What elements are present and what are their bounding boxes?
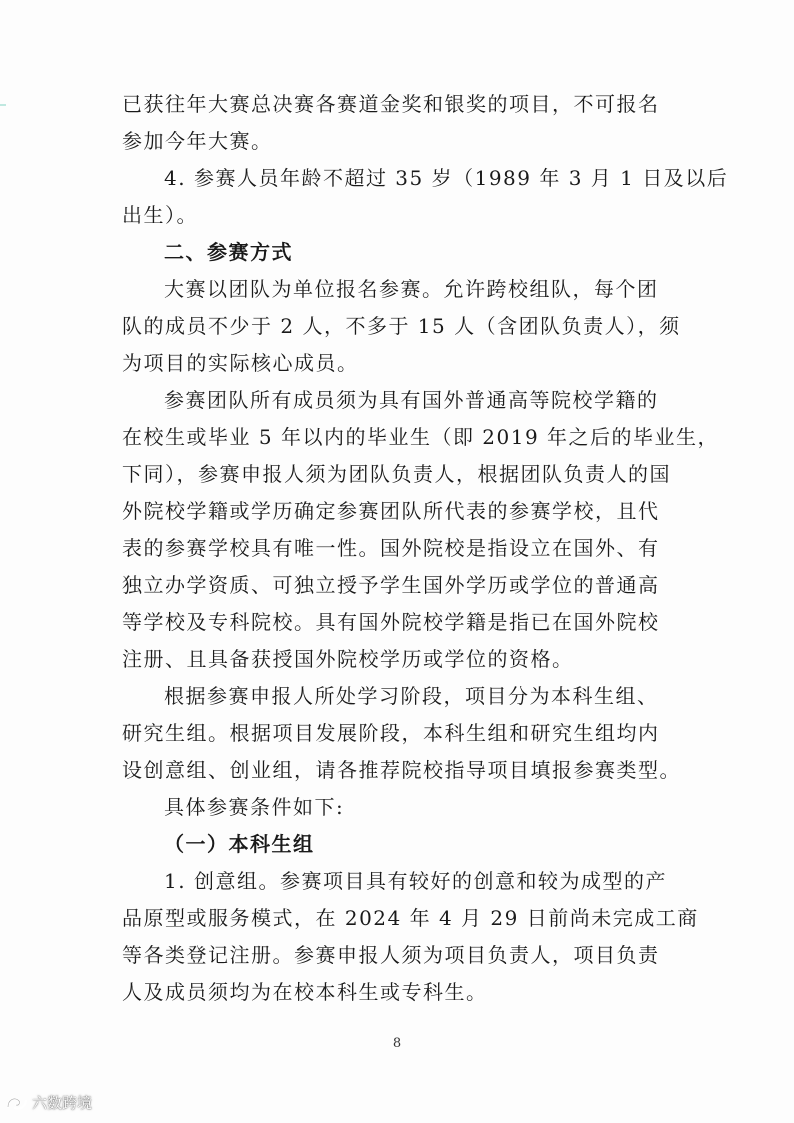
watermark	[6, 1092, 92, 1113]
text-line: 等各类登记注册。参赛申报人须为项目负责人，项目负责	[122, 943, 660, 967]
section-heading: 二、参赛方式	[164, 240, 293, 264]
watermark-logo-icon	[6, 1094, 28, 1112]
watermark-text: 六数跨境	[32, 1094, 93, 1112]
text-line: 等学校及专科院校。具有国外院校学籍是指已在国外院校	[122, 610, 660, 634]
text-line: 品原型或服务模式，在 2024 年 4 月 29 日前尚未完成工商	[122, 906, 699, 930]
text-line: 下同），参赛申报人须为团队负责人，根据团队负责人的国	[122, 462, 671, 486]
document-body	[122, 86, 729, 1011]
text-line: 出生）。	[122, 203, 198, 227]
text-line: 参加今年大赛。	[122, 129, 273, 153]
text-line: 为项目的实际核心成员。	[122, 351, 359, 375]
text-line: 表的参赛学校具有唯一性。国外院校是指设立在国外、有	[122, 536, 660, 560]
text-line: 设创意组、创业组，请各推荐院校指导项目填报参赛类型。	[122, 758, 681, 782]
text-line: 具体参赛条件如下:	[164, 795, 345, 819]
text-line: 外院校学籍或学历确定参赛团队所代表的参赛学校，且代	[122, 499, 660, 523]
text-line: 队的成员不少于 2 人，不多于 15 人（含团队负责人），须	[122, 314, 681, 338]
text-line: 参赛团队所有成员须为具有国外普通高等院校学籍的	[164, 388, 659, 412]
text-line: 注册、且具备获授国外院校学历或学位的资格。	[122, 647, 574, 671]
text-line: 4. 参赛人员年龄不超过 35 岁（1989 年 3 月 1 日及以后	[164, 166, 729, 190]
text-line: 已获往年大赛总决赛各赛道金奖和银奖的项目，不可报名	[122, 92, 660, 116]
text-line: 根据参赛申报人所处学习阶段，项目分为本科生组、	[164, 684, 659, 708]
subsection-heading: （一）本科生组	[164, 832, 315, 856]
text-line: 在校生或毕业 5 年以内的毕业生（即 2019 年之后的毕业生，	[122, 425, 720, 449]
text-line: 独立办学资质、可独立授予学生国外学历或学位的普通高	[122, 573, 660, 597]
text-line: 大赛以团队为单位报名参赛。允许跨校组队，每个团	[164, 277, 659, 301]
text-line: 人及成员须均为在校本科生或专科生。	[122, 980, 488, 1004]
text-line: 研究生组。根据项目发展阶段，本科生组和研究生组均内	[122, 721, 660, 745]
scan-edge-mark	[0, 104, 6, 106]
text-line: 1. 创意组。参赛项目具有较好的创意和较为成型的产	[164, 869, 667, 893]
page-number: 8	[392, 1036, 402, 1051]
